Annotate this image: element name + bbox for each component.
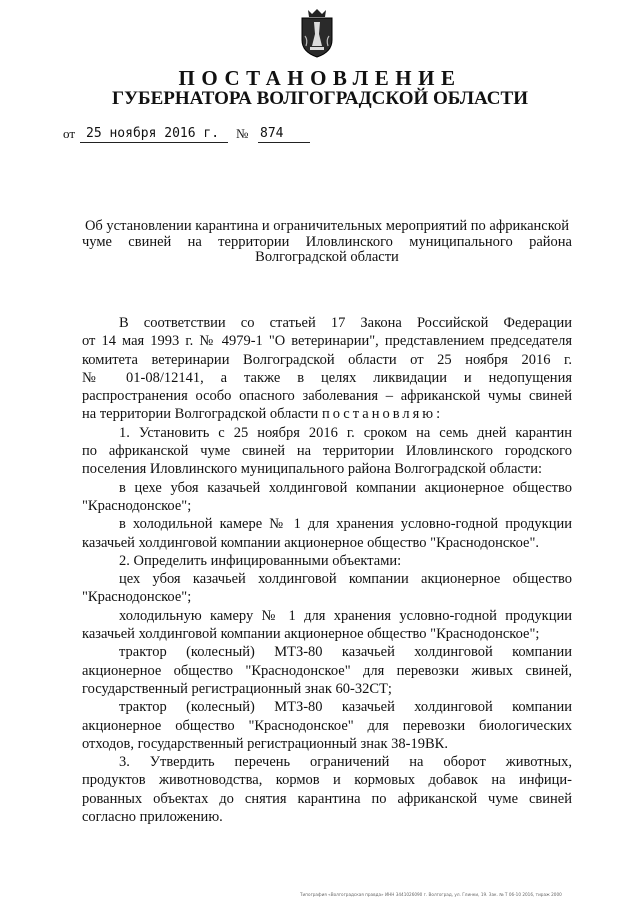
subject-line: Волгоградской области: [255, 249, 399, 265]
number-label: №: [236, 126, 249, 141]
number-field: [258, 124, 310, 143]
coat-of-arms-icon: [294, 6, 340, 58]
body-line: акционерное общество "Краснодонское" для перевозки биологических: [82, 717, 572, 734]
body-line: отходов, государственный регистрационный знак 38-19ВК.: [82, 735, 448, 752]
body-line: цех убоя казачьей холдинговой компании акционерное общество: [119, 571, 572, 588]
document-body: [82, 314, 572, 826]
body-line: рованных объектах до снятия карантина по африканской чуме свиней: [82, 790, 572, 807]
body-line: [82, 405, 572, 423]
body-line-text: на территории Волгоградской области: [82, 406, 319, 423]
body-line: 2. Определить инфицированными объектами:: [119, 552, 402, 569]
subject-line: чуме свиней на территории Иловлинского муниципального района: [82, 233, 572, 250]
document-title: ПОСТАНОВЛЕНИЕ: [178, 66, 462, 90]
body-line: 3. Утвердить перечень ограничений на оборот животных,: [119, 754, 572, 771]
body-line: "Краснодонское";: [82, 589, 192, 606]
body-line: в цехе убоя казачьей холдинговой компании акционерное общество: [119, 479, 572, 496]
decree-word: постановляю:: [321, 406, 444, 423]
body-line: распространения особо опасного заболевания – африканской чумы свиней: [82, 388, 572, 405]
date-prefix: от: [63, 126, 76, 141]
body-line: продуктов животноводства, кормов и кормовых добавок на инфици-: [82, 772, 572, 789]
body-line: № 01-08/12141, а также в целях ликвидации и недопущения: [82, 369, 572, 386]
body-line: государственный регистрационный знак 60-32СТ;: [82, 680, 392, 697]
body-line: по африканской чуме свиней на территории Иловлинского городского: [82, 443, 572, 460]
document-subject: [82, 219, 572, 266]
date-field: [80, 124, 228, 143]
document-date: 25 ноября 2016 г.: [86, 126, 220, 141]
body-line: казачьей холдинговой компании акционерное общество "Краснодонское";: [82, 626, 540, 643]
body-line: согласно приложению.: [82, 809, 223, 826]
body-line: 1. Установить с 25 ноября 2016 г. сроком на семь дней карантин: [119, 424, 572, 441]
body-line: казачьей холдинговой компании акционерное общество "Краснодонское".: [82, 534, 540, 551]
body-line: трактор (колесный) МТЗ-80 казачьей холдинговой компании: [119, 699, 572, 716]
body-line: холодильную камеру № 1 для хранения условно-годной продукции: [119, 607, 572, 624]
document-subtitle: ГУБЕРНАТОРА ВОЛГОГРАДСКОЙ ОБЛАСТИ: [112, 88, 528, 109]
document-number: 874: [260, 126, 284, 141]
body-line: трактор (колесный) МТЗ-80 казачьей холдинговой компании: [119, 644, 572, 661]
subject-line: Об установлении карантина и ограничительных мероприятий по африканской: [84, 218, 570, 234]
body-line: поселения Иловлинского муниципального района Волгоградской области:: [82, 461, 543, 478]
body-line: "Краснодонское";: [82, 497, 192, 514]
printer-imprint: Типография «Волгоградская правда» ИНН 3441026090 г. Волгоград, ул. Глинки, 19. Зак. № Т 06-10 2016, тираж 2000: [300, 892, 562, 897]
body-line: В соответствии со статьей 17 Закона Российской Федерации: [119, 315, 572, 331]
body-line: от 14 мая 1993 г. № 4979-1 "О ветеринарии", представлением председателя: [82, 333, 572, 350]
body-line: акционерное общество "Краснодонское" для перевозки живых свиней,: [82, 662, 572, 679]
body-line: комитета ветеринарии Волгоградской области от 25 ноября 2016 г.: [82, 351, 572, 368]
body-line: в холодильной камере № 1 для хранения условно-годной продукции: [119, 516, 572, 533]
